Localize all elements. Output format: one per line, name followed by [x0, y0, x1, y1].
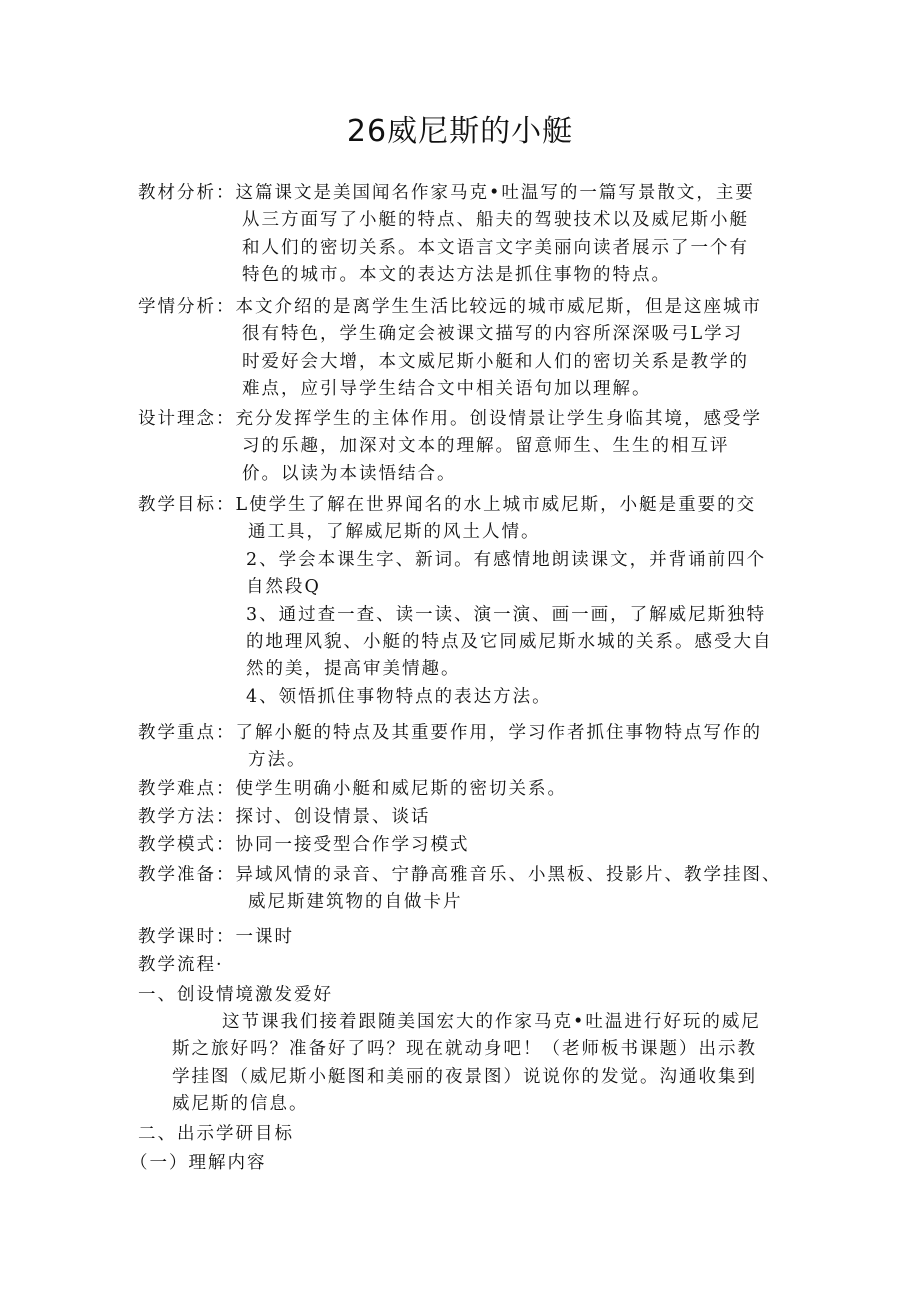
page-title: 26威尼斯的小艇	[346, 114, 574, 149]
section-student-analysis	[138, 294, 798, 404]
goal-line: 2、学会本课生字、新词。有感情地朗读课文，并背诵前四个	[246, 549, 767, 570]
section-text-line: 习的乐趣，加深对文本的理解。留意师生、生生的相互评	[242, 436, 730, 457]
section-text-line: 时爱好会大增，本文威尼斯小艇和人们的密切关系是教学的	[242, 351, 749, 372]
step-two-subheading	[130, 1150, 790, 1177]
section-mode	[138, 832, 798, 859]
goal-line: 的地理风貌、小艇的特点及它同威尼斯水城的关系。感受大自	[246, 631, 773, 652]
section-text-line: 特色的城市。本文的表达方法是抓住事物的特点。	[242, 265, 671, 286]
step-heading: 一、创设情境激发爱好	[138, 985, 333, 1005]
section-text-line: 方法。	[248, 750, 307, 771]
section-text-line: 一课时	[235, 927, 294, 947]
goal-line: L使学生了解在世界闻名的水上城市威尼斯，小艇是重要的交	[235, 495, 757, 515]
section-text-line: 充分发挥学生的主体作用。创设情景让学生身临其境，感受学	[235, 409, 762, 429]
section-text-line: 难点，应引导学生结合文中相关语句加以理解。	[242, 379, 652, 400]
section-teaching-goals	[138, 492, 798, 711]
section-label: 学情分析：	[138, 297, 236, 317]
goal-line: 4、领悟抓住事物特点的表达方法。	[246, 686, 552, 707]
section-label: 教材分析：	[138, 183, 236, 203]
paragraph-line: 这节课我们接着跟随美国宏大的作家马克•吐温进行好玩的威尼	[222, 1012, 761, 1032]
section-label: 设计理念：	[138, 409, 236, 429]
section-key-points	[138, 720, 798, 775]
goal-line: 通工具，了解威尼斯的风土人情。	[248, 522, 541, 543]
section-text-line: 本文介绍的是离学生生活比较远的城市威尼斯，但是这座城市	[235, 297, 762, 317]
paragraph-line: 斯之旅好吗？准备好了吗？现在就动身吧！（老师板书课题）出示教	[172, 1039, 757, 1060]
section-difficulty	[138, 776, 798, 803]
section-method	[138, 804, 798, 831]
step-one-heading	[138, 982, 798, 1009]
section-label: 教学目标：	[138, 495, 236, 515]
section-text-line: 和人们的密切关系。本文语言文字美丽向读者展示了一个有	[242, 237, 749, 258]
step-two-heading	[138, 1121, 798, 1148]
section-text-line: 异域风情的录音、宁静高雅音乐、小黑板、投影片、教学挂图、	[235, 865, 782, 885]
section-design-concept	[138, 406, 798, 488]
step-heading: 二、出示学研目标	[138, 1124, 294, 1144]
section-text-line: 探讨、创设情景、谈话	[235, 807, 431, 827]
section-label: 教学难点：	[138, 779, 236, 799]
section-label: 教学准备：	[138, 865, 236, 885]
section-text-line: 很有特色，学生确定会被课文描写的内容所深深吸弓L学习	[242, 324, 744, 345]
section-text-line: 威尼斯建筑物的自做卡片	[248, 892, 463, 913]
step-one-paragraph	[172, 1008, 802, 1118]
section-hours	[138, 924, 798, 951]
section-label: 教学模式：	[138, 835, 236, 855]
paragraph-line: 威尼斯的信息。	[172, 1094, 309, 1115]
section-label: 教学流程·	[138, 955, 224, 975]
goal-line: 自然段Q	[246, 577, 321, 598]
section-preparation	[138, 862, 798, 917]
section-text-line: 协同一接受型合作学习模式	[235, 835, 470, 855]
section-label: 教学课时：	[138, 927, 236, 947]
paragraph-line: 学挂图（威尼斯小艇图和美丽的夜景图）说说你的发觉。沟通收集到	[172, 1066, 757, 1087]
goal-line: 然的美，提高审美情趣。	[246, 659, 461, 680]
section-label: 教学方法：	[138, 807, 236, 827]
section-text-line: 价。以读为本读悟结合。	[242, 463, 457, 484]
section-text-line: 了解小艇的特点及其重要作用，学习作者抓住事物特点写作的	[235, 723, 762, 743]
section-text-line: 使学生明确小艇和威尼斯的密切关系。	[235, 779, 567, 799]
section-flow	[138, 952, 798, 979]
section-text-line: 从三方面写了小艇的特点、船夫的驾驶技术以及威尼斯小艇	[242, 210, 749, 231]
section-label: 教学重点：	[138, 723, 236, 743]
section-textbook-analysis	[138, 180, 798, 290]
section-text-line: 这篇课文是美国闻名作家马克•吐温写的一篇写景散文，主要	[235, 183, 755, 203]
goal-line: 3、通过查一查、读一读、演一演、画一画，了解威尼斯独特	[246, 604, 767, 625]
sub-heading: （一）理解内容	[130, 1153, 267, 1173]
